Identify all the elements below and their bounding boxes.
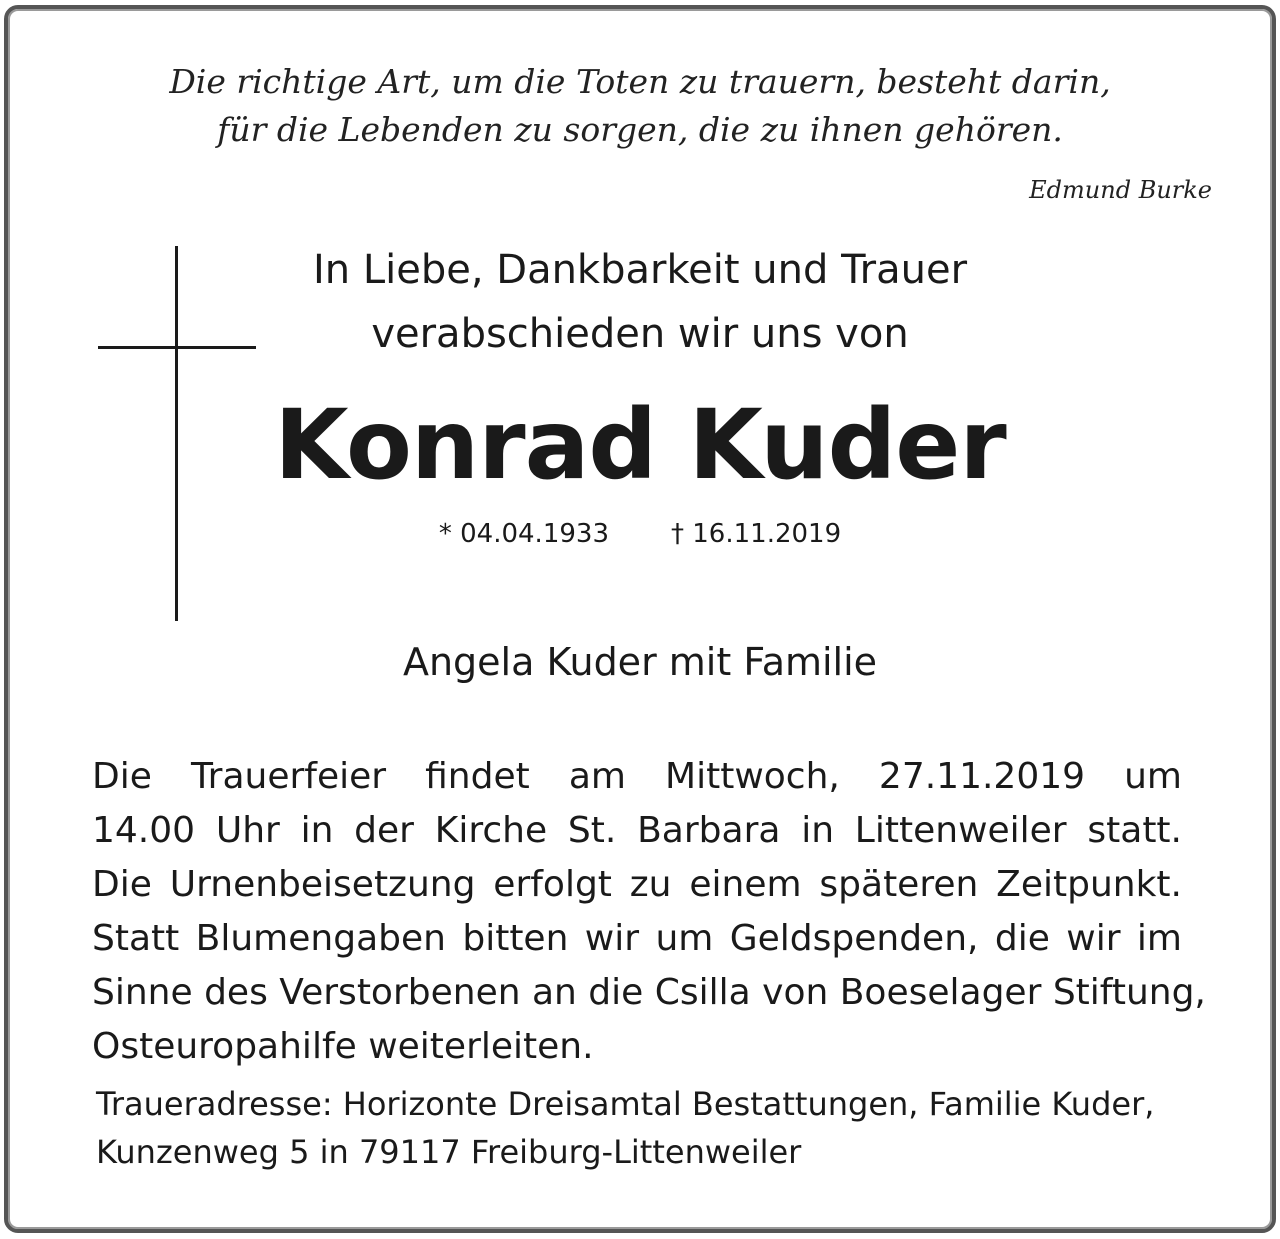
birth-date: * 04.04.1933: [438, 519, 609, 549]
notice-line: Osteuropahilfe weiterleiten.: [92, 1026, 594, 1067]
epigraph-quote: [0, 58, 1280, 154]
address-line-1: Traueradresse: Horizonte Dreisamtal Bestattungen, Familie Kuder,: [96, 1085, 1155, 1123]
quote-line-2: für die Lebenden zu sorgen, die zu ihnen gehören.: [217, 110, 1063, 149]
cross-icon-vertical: [175, 246, 178, 621]
intro-line-2: verabschieden wir uns von: [371, 311, 909, 357]
mourning-address: [96, 1080, 1216, 1176]
notice-line: Die Urnenbeisetzung erfolgt zu einem späteren Zeitpunkt.: [92, 864, 1182, 905]
notice-line: Sinne des Verstorbenen an die Csilla von Boeselager Stiftung,: [92, 972, 1206, 1013]
notice-line: Die Trauerfeier findet am Mittwoch, 27.11.2019 um: [92, 756, 1182, 797]
quote-author: Edmund Burke: [1029, 176, 1212, 204]
cross-icon-horizontal: [98, 346, 256, 349]
life-dates: [0, 516, 1280, 552]
intro-text: [255, 238, 1025, 366]
death-date: † 16.11.2019: [671, 519, 842, 549]
notice-line: 14.00 Uhr in der Kirche St. Barbara in Littenweiler statt.: [92, 810, 1182, 851]
mourners: Angela Kuder mit Familie: [402, 640, 878, 684]
deceased-name: Konrad Kuder: [274, 389, 1006, 501]
quote-line-1: Die richtige Art, um die Toten zu trauern, besteht darin,: [169, 62, 1111, 101]
intro-line-1: In Liebe, Dankbarkeit und Trauer: [312, 247, 968, 293]
address-line-2: Kunzenweg 5 in 79117 Freiburg-Littenweiler: [96, 1133, 802, 1171]
funeral-notice: [92, 750, 1206, 1074]
notice-line: Statt Blumengaben bitten wir um Geldspenden, die wir im: [92, 918, 1182, 959]
